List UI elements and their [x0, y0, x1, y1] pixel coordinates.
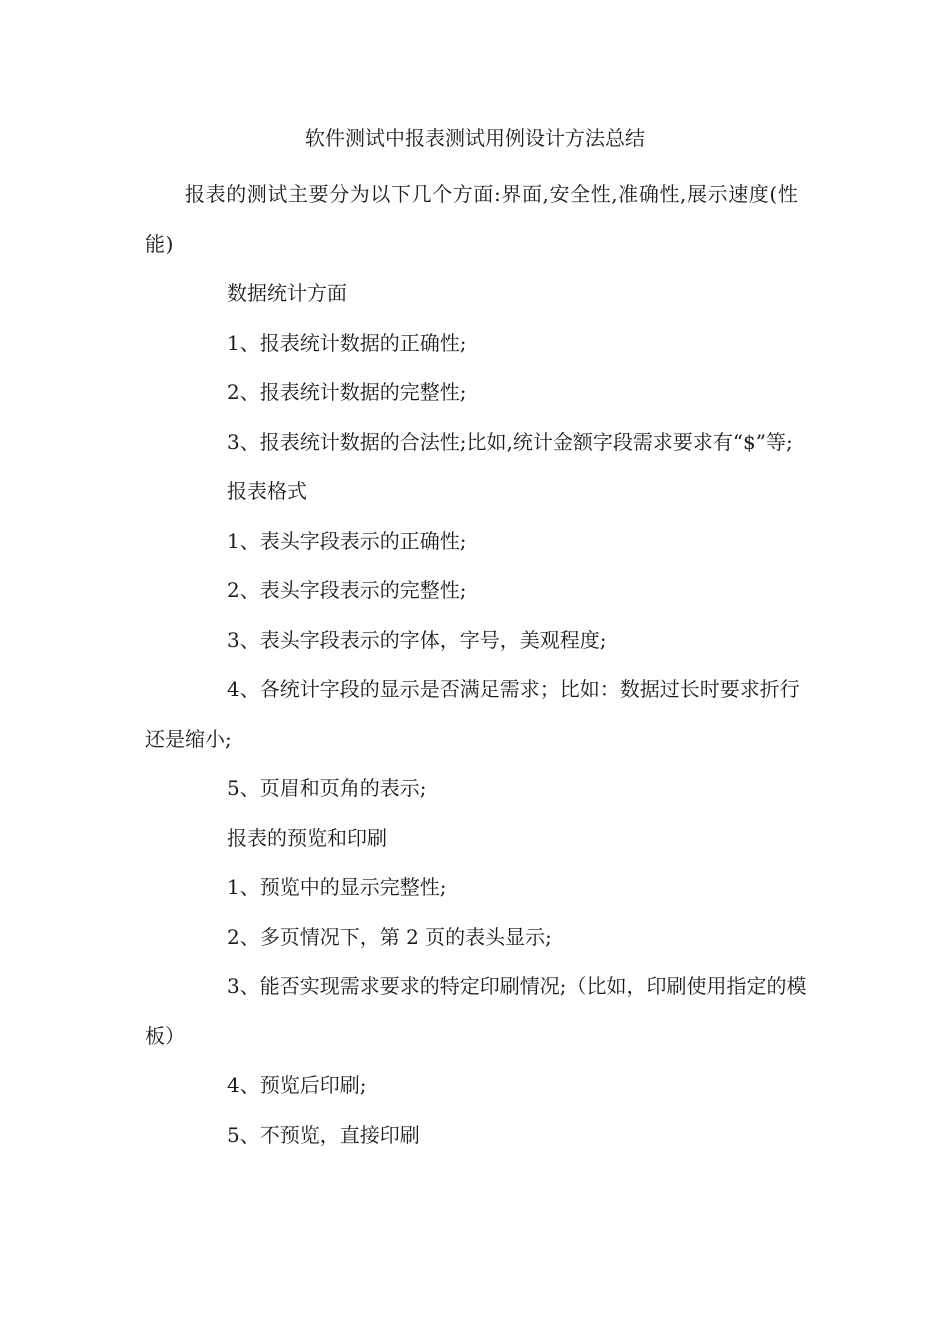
list-item: 1、预览中的显示完整性; [227, 875, 447, 899]
list-item: 4、各统计字段的显示是否满足需求；比如：数据过长时要求折行还是缩小; [145, 677, 800, 751]
list-item: 1、报表统计数据的正确性; [227, 330, 467, 355]
document-title: 软件测试中报表测试用例设计方法总结 [305, 126, 645, 150]
section-heading-data-statistics: 数据统计方面 [227, 281, 347, 305]
section-heading-preview-and-print: 报表的预览和印刷 [227, 825, 387, 850]
list-item: 3、能否实现需求要求的特定印刷情况;（比如，印刷使用指定的模板） [145, 974, 807, 1048]
list-item: 2、报表统计数据的完整性; [227, 380, 467, 404]
list-item: 2、表头字段表示的完整性; [227, 578, 467, 602]
section-heading-report-format: 报表格式 [227, 479, 307, 503]
intro-paragraph: 报表的测试主要分为以下几个方面:界面,安全性,准确性,展示速度(性能) [145, 182, 799, 256]
list-item: 2、多页情况下，第 2 页的表头显示; [227, 924, 552, 949]
list-item: 5、页眉和页角的表示; [227, 776, 427, 800]
list-item: 4、预览后印刷; [227, 1073, 367, 1097]
list-item: 5、不预览，直接印刷 [227, 1122, 420, 1147]
list-item: 3、表头字段表示的字体，字号，美观程度; [227, 627, 607, 652]
list-item: 1、表头字段表示的正确性; [227, 528, 467, 553]
list-item: 3、报表统计数据的合法性;比如,统计金额字段需求要求有“$”等; [227, 429, 793, 454]
document-body [145, 170, 810, 1160]
